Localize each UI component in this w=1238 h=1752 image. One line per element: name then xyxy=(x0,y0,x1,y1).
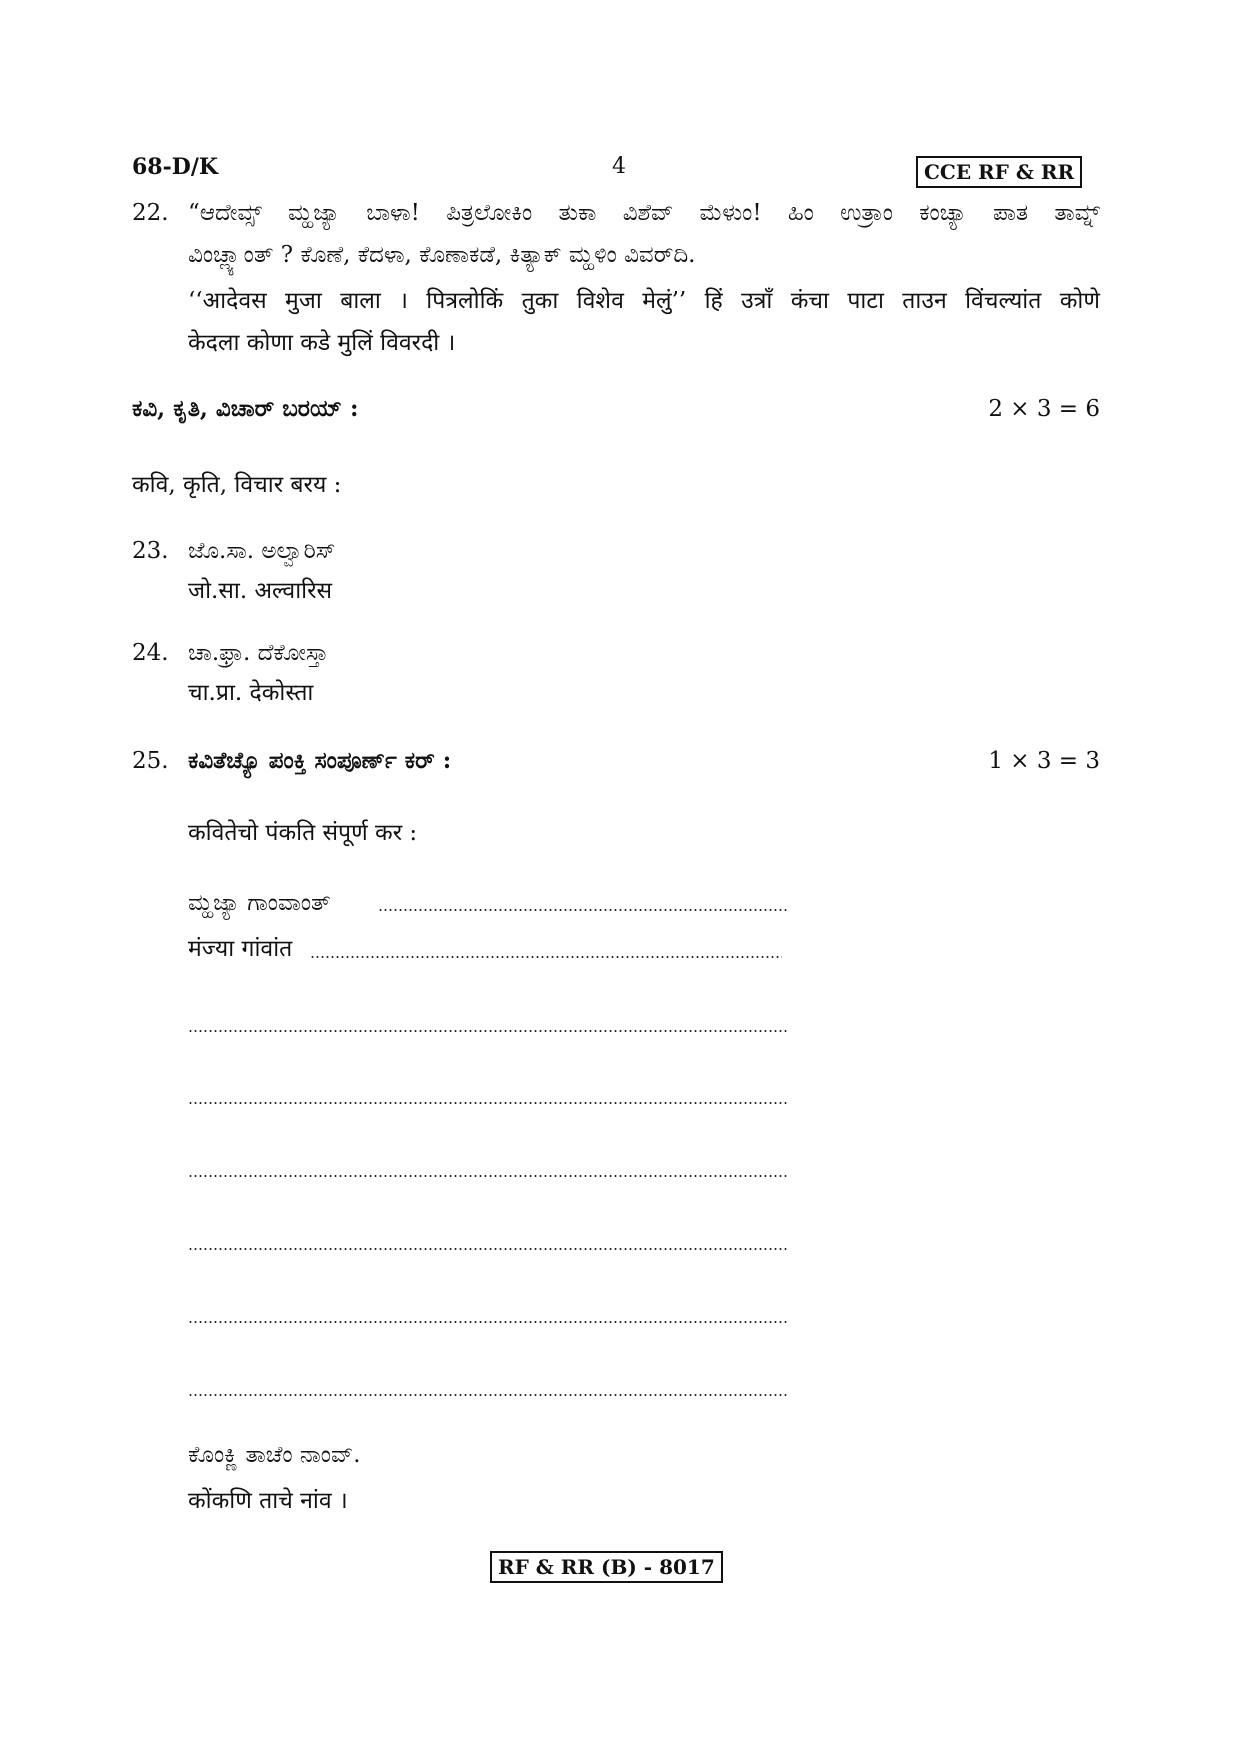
section-marks: 2 × 3 = 6 xyxy=(988,396,1100,422)
series-box: CCE RF & RR xyxy=(916,156,1082,188)
q22-kannada-line-1: “ಆದೇವ್ಸ್ ಮ್ಹಜ್ಯಾ ಬಾಳಾ! ಪಿತ್ರಲೋಕಿಂ ತುಕಾ ವಿಶೆವ್ ಮೆಳುಂ! ಹಿಂ ಉತ್ರಾಂ ಕಂಚ್ಯಾ ಪಾತ ತಾವ್ನ್ xyxy=(188,200,1100,226)
footer-series-box: RF & RR (B) - 8017 xyxy=(490,1551,723,1583)
q22-devanagari-line-1: ‘‘आदेवस मुजा बाला । पित्रलोकिं तुका विशेव मेलुं’’ हिं उत्राँ कंचा पाटा ताउन विंचल्यांत कोणे xyxy=(188,288,1100,314)
question-number-25: 25. xyxy=(132,748,169,774)
page-number: 4 xyxy=(612,154,626,179)
answer-line-5 xyxy=(188,1321,788,1323)
question-number-23: 23. xyxy=(132,538,169,564)
fill-line-kannada xyxy=(378,909,788,911)
question-number-22: 22. xyxy=(132,200,169,226)
question-number-24: 24. xyxy=(132,640,169,666)
section-heading-kannada: ಕವಿ, ಕೃತಿ, ವಿಚಾರ್ ಬರಯ್ : xyxy=(132,395,359,422)
q22-kannada-line-2: ವಿಂಚ್ಲ್ಯಾಂತ್ ? ಕೊಣೆ, ಕೆದಳಾ, ಕೊಣಾಕಡೆ, ಕಿತ್ಯಾಕ್ ಮ್ಹಳಿಂ ವಿವರ್‌ದಿ. xyxy=(188,242,696,268)
poem-end-kannada: ಕೊಂಕ್ಣಿ ತಾಚೆಂ ನಾಂವ್. xyxy=(188,1442,361,1468)
paper-code: 68-D/K xyxy=(132,154,218,180)
poem-start-kannada: ಮ್ಹಜ್ಯಾ ಗಾಂವಾಂತ್ xyxy=(188,890,331,916)
poem-end-devanagari: कोंकणि ताचे नांव । xyxy=(188,1488,348,1514)
q24-kannada: ಚಾ.ಫ್ರಾ. ದೆಕೋಸ್ತಾ xyxy=(188,640,329,666)
q24-devanagari: चा.प्रा. देकोस्ता xyxy=(188,680,314,706)
answer-line-2 xyxy=(188,1102,788,1104)
answer-line-6 xyxy=(188,1394,788,1396)
q25-marks: 1 × 3 = 3 xyxy=(988,748,1100,774)
q23-devanagari: जो.सा. अल्वारिस xyxy=(188,578,333,604)
q23-kannada: ಜೊ.ಸಾ. ಅಲ್ವಾರಿಸ್ xyxy=(188,538,336,564)
answer-line-4 xyxy=(188,1248,788,1250)
fill-line-devanagari xyxy=(310,956,782,958)
q25-devanagari-heading: कवितेचो पंकति संपूर्ण कर : xyxy=(188,820,418,846)
section-heading-devanagari: कवि, कृति, विचार बरय : xyxy=(132,472,342,498)
poem-start-devanagari: मंज्या गांवांत xyxy=(188,936,293,962)
q22-devanagari-line-2: केदला कोणा कडे मुलिं विवरदी । xyxy=(188,330,456,356)
answer-line-1 xyxy=(188,1030,788,1032)
q25-kannada-heading: ಕವಿತೆಚ್ಯೊ ಪಂಕ್ತಿ ಸಂಪೂರ್ಣ್ ಕರ್ : xyxy=(188,747,452,774)
answer-line-3 xyxy=(188,1175,788,1177)
